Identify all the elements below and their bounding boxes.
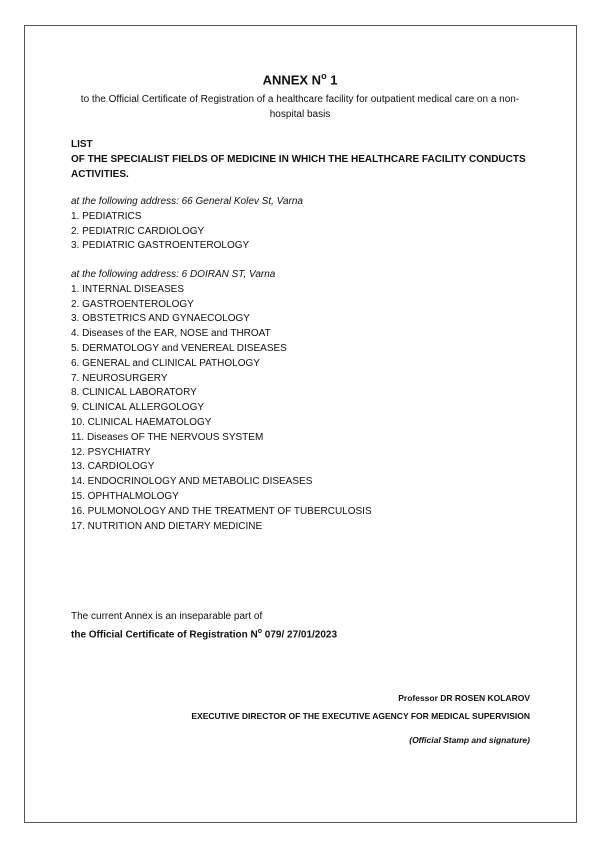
annex-title: ANNEX $N^o$ 1 bbox=[262, 71, 338, 88]
list-heading bbox=[71, 137, 541, 182]
specialty-list bbox=[71, 210, 551, 254]
list-item: 1. INTERNAL DISEASES bbox=[71, 283, 184, 295]
list-item: 17. NUTRITION AND DIETARY MEDICINE bbox=[71, 520, 263, 532]
list-item: 8. CLINICAL LABORATORY bbox=[71, 387, 197, 399]
list-item: 9. CLINICAL ALLERGOLOGY bbox=[71, 402, 205, 414]
address-section-1 bbox=[71, 195, 551, 254]
footer-note bbox=[71, 609, 337, 642]
list-heading-line1: LIST bbox=[71, 139, 93, 150]
list-item: 14. ENDOCRINOLOGY AND METABOLIC DISEASES bbox=[71, 476, 313, 488]
list-item: 10. CLINICAL HAEMATOLOGY bbox=[71, 416, 212, 428]
stamp-note: (Official Stamp and signature) bbox=[409, 735, 530, 745]
list-item: 15. OPHTHALMOLOGY bbox=[71, 490, 179, 502]
certificate-reference: the Official Certificate of Registration $N^o$ 079/ 27/01/2023 bbox=[71, 628, 338, 641]
list-heading-line2: OF THE SPECIALIST FIELDS OF MEDICINE IN WHICH THE HEALTHCARE FACILITY CONDUCTS ACTIVITIES. bbox=[71, 154, 526, 180]
signatory-position: EXECUTIVE DIRECTOR OF THE EXECUTIVE AGENCY FOR MEDICAL SUPERVISION bbox=[191, 711, 530, 721]
annex-note: The current Annex is an inseparable part of bbox=[71, 611, 263, 622]
signature-block bbox=[191, 689, 530, 749]
list-item: 3. PEDIATRIC GASTROENTEROLOGY bbox=[71, 240, 250, 252]
list-item: 16. PULMONOLOGY AND THE TREATMENT OF TUBERCULOSIS bbox=[71, 505, 372, 517]
list-item: 12. PSYCHIATRY bbox=[71, 446, 151, 458]
list-item: 2. GASTROENTEROLOGY bbox=[71, 298, 194, 310]
specialty-list bbox=[71, 283, 551, 535]
list-item: 1. PEDIATRICS bbox=[71, 210, 142, 222]
list-item: 11. Diseases OF THE NERVOUS SYSTEM bbox=[71, 431, 264, 443]
list-item: 3. OBSTETRICS AND GYNAECOLOGY bbox=[71, 313, 250, 325]
address-section-2 bbox=[71, 268, 551, 534]
list-item: 6. GENERAL and CLINICAL PATHOLOGY bbox=[71, 357, 260, 369]
address-line: at the following address: 66 General Kolev St, Varna bbox=[71, 196, 303, 207]
list-item: 4. Diseases of the EAR, NOSE and THROAT bbox=[71, 328, 271, 340]
signatory-name: Professor DR ROSEN KOLAROV bbox=[398, 693, 530, 703]
list-item: 5. DERMATOLOGY and VENEREAL DISEASES bbox=[71, 342, 287, 354]
list-item: 2. PEDIATRIC CARDIOLOGY bbox=[71, 225, 205, 237]
annex-subtitle: to the Official Certificate of Registration of a healthcare facility for outpatient medical care on a non-hospital basis bbox=[80, 94, 520, 120]
list-item: 13. CARDIOLOGY bbox=[71, 461, 155, 473]
address-line: at the following address: 6 DOIRAN ST, Varna bbox=[71, 269, 276, 280]
list-item: 7. NEUROSURGERY bbox=[71, 372, 168, 384]
